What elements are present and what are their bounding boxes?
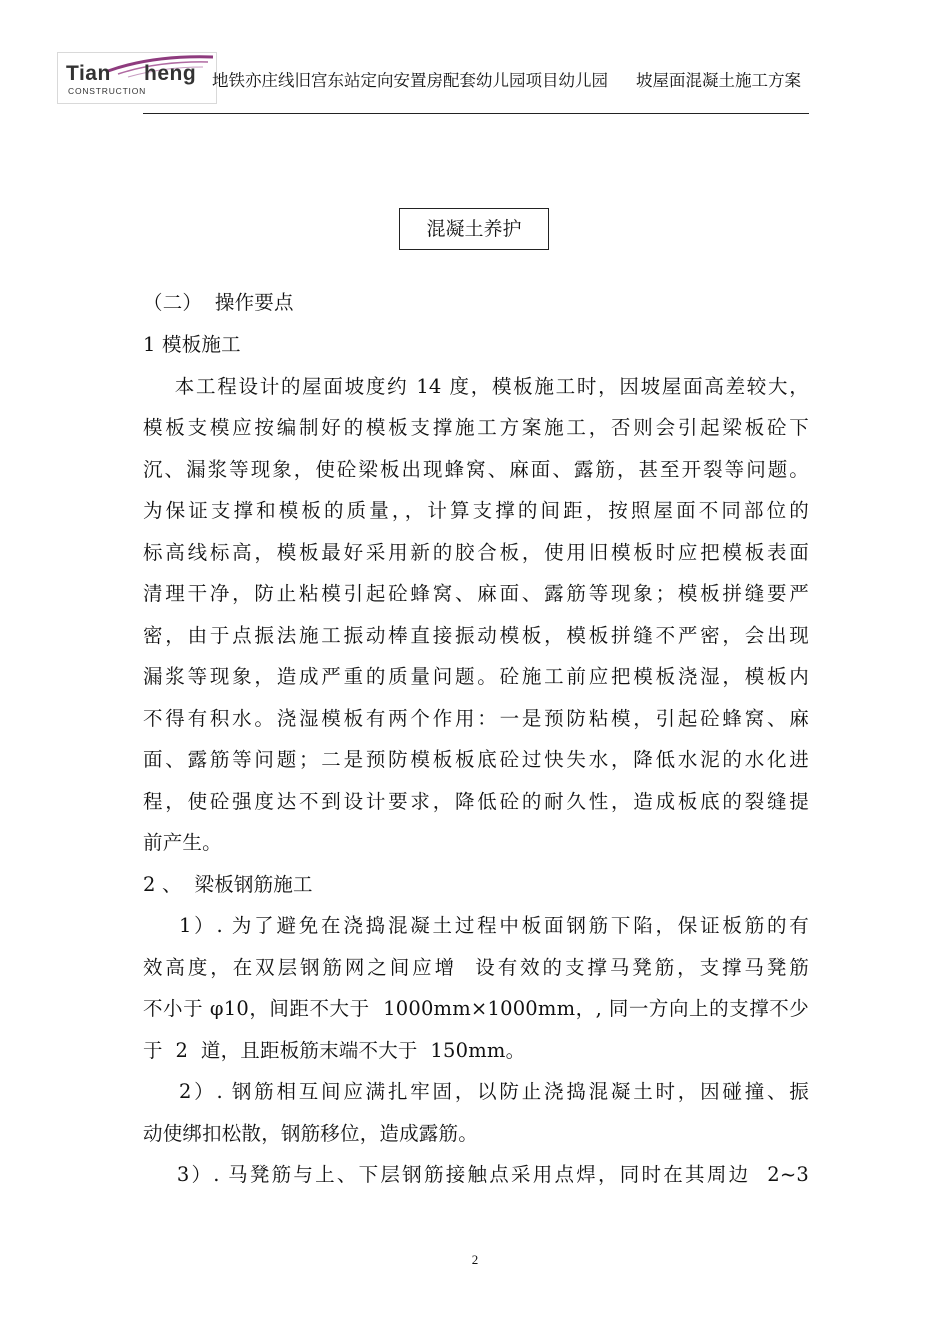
header-project-name: 地铁亦庄线旧宫东站定向安置房配套幼儿园项目幼儿园 — [212, 71, 608, 90]
paragraph-line: 前产生。 — [143, 831, 222, 854]
paragraph-line: 密，由于点振法施工振动棒直接振动模板，模板拼缝不严密，会出现 — [143, 624, 809, 647]
paragraph-line: 3）. 马凳筋与上、下层钢筋接触点采用点焊，同时在其周边 2~3 — [143, 1163, 809, 1186]
header-divider — [143, 113, 809, 114]
logo-word-tian: Tian — [66, 62, 111, 85]
paragraph-line: 标高线标高，模板最好采用新的胶合板，使用旧模板时应把模板表面 — [143, 541, 809, 564]
paragraph-line: 不得有积水。浇湿模板有两个作用：一是预防粘模，引起砼蜂窝、麻 — [143, 707, 809, 730]
page-number: 2 — [471, 1252, 479, 1267]
subheading-operation-points: （二） 操作要点 — [143, 291, 294, 314]
paragraph-line: 面、露筋等问题；二是预防模板板底砼过快失水，降低水泥的水化进 — [143, 748, 809, 771]
paragraph-line: 清理干净，防止粘模引起砼蜂窝、麻面、露筋等现象；模板拼缝要严 — [143, 582, 809, 605]
paragraph-line: 程，使砼强度达不到设计要求，降低砼的耐久性，造成板底的裂缝提 — [143, 790, 809, 813]
header-document-title: 坡屋面混凝土施工方案 — [636, 71, 801, 90]
paragraph-line: 沉、漏浆等现象，使砼梁板出现蜂窝、麻面、露筋，甚至开裂等问题。 — [143, 458, 809, 481]
paragraph-line: 1）. 为了避免在浇捣混凝土过程中板面钢筋下陷，保证板筋的有 — [143, 914, 809, 937]
paragraph-line: 效高度，在双层钢筋网之间应增 设有效的支撑马凳筋，支撑马凳筋 — [143, 956, 809, 979]
paragraph-line: 于 2 道，且距板筋末端不大于 150mm。 — [143, 1039, 526, 1062]
subheading-formwork: 1 模板施工 — [143, 333, 241, 356]
subheading-rebar: 2 、 梁板钢筋施工 — [143, 873, 313, 896]
paragraph-line: 为保证支撑和模板的质量，，计算支撑的间距，按照屋面不同部位的 — [143, 499, 809, 522]
logo-word-heng: heng — [144, 62, 197, 85]
paragraph-line: 2）. 钢筋相互间应满扎牢固，以防止浇捣混凝土时，因碰撞、振 — [143, 1080, 809, 1103]
page-header — [212, 67, 812, 91]
paragraph-line: 模板支模应按编制好的模板支撑施工方案施工，否则会引起梁板砼下 — [143, 416, 809, 439]
paragraph-line: 不小于 φ10，间距不大于 1000mm×1000mm，, 同一方向上的支撑不少 — [143, 997, 809, 1020]
section-title: 混凝土养护 — [399, 208, 549, 250]
paragraph-line: 动使绑扣松散，钢筋移位，造成露筋。 — [143, 1122, 478, 1145]
company-logo — [57, 52, 217, 104]
paragraph-line: 本工程设计的屋面坡度约 14 度，模板施工时，因坡屋面高差较大， — [143, 375, 809, 398]
paragraph-line: 漏浆等现象，造成严重的质量问题。砼施工前应把模板浇湿，模板内 — [143, 665, 809, 688]
logo-subtitle: CONSTRUCTION — [68, 86, 147, 96]
